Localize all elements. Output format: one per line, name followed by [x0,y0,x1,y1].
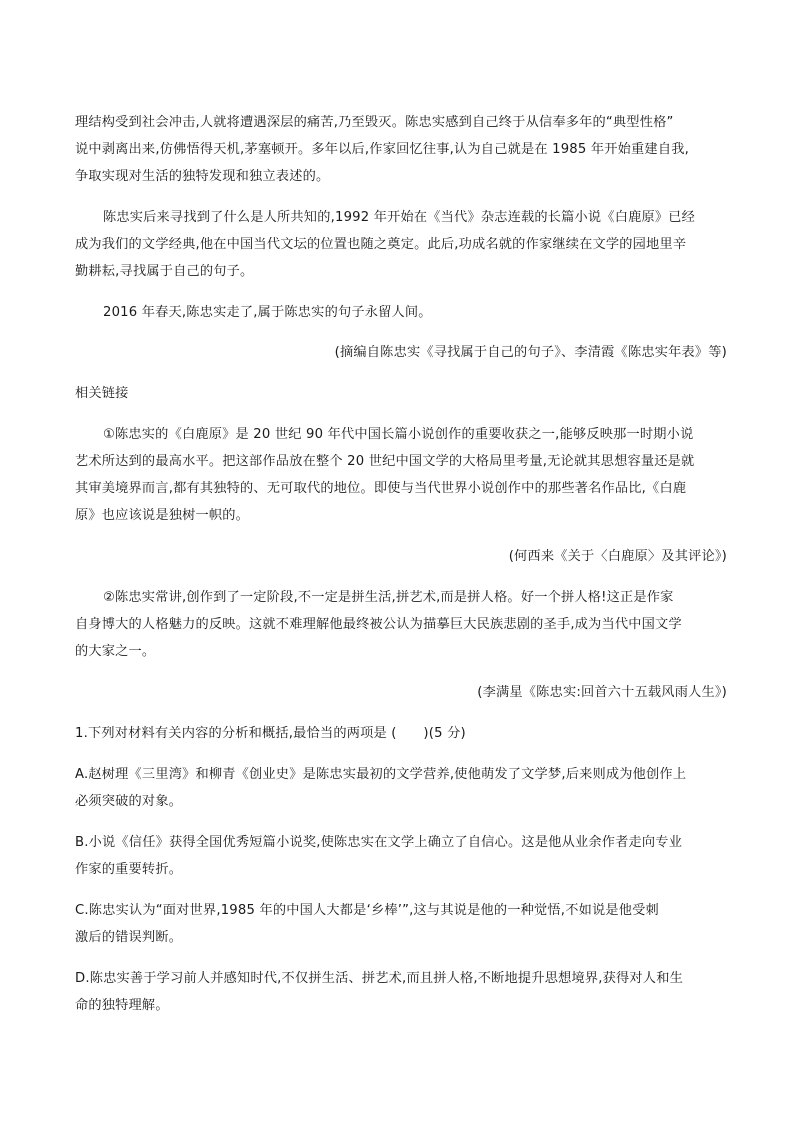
source-citation-3 [75,679,727,706]
option-b [75,829,727,883]
related-link-1 [75,421,727,529]
text-line: 争取实现对生活的独特发现和独立表述的。 [75,169,330,184]
paragraph-3 [75,299,727,326]
text-line: ①陈忠实的《白鹿原》是 20 世纪 90 年代中国长篇小说创作的重要收获之一,能够反映那一时期小说 [103,427,694,442]
text-line: 勤耕耘,寻找属于自己的句子。 [75,264,254,279]
text-line: 1.下列对材料有关内容的分析和概括,最恰当的两项是 ( )(5 分) [75,726,466,741]
text-line: C.陈忠实认为“面对世界,1985 年的中国人大都是‘乡棒’”,这与其说是他的一种觉悟,不如说是他受刺 [75,903,659,918]
text-line: (李满星《陈忠实:回首六十五载风雨人生》) [477,685,727,700]
source-citation-2 [75,543,727,570]
paragraph-1 [75,109,727,190]
text-line: 2016 年春天,陈忠实走了,属于陈忠实的句子永留人间。 [103,305,432,320]
text-line: 其审美境界而言,都有其独特的、无可取代的地位。即使与当代世界小说创作中的那些著名作品比,《白鹿 [75,481,687,496]
related-links-heading [75,380,727,407]
text-line: 原》也应该说是独树一帜的。 [75,508,250,523]
text-line: 理结构受到社会冲击,人就将遭遇深层的痛苦,乃至毁灭。陈忠实感到自己终于从信奉多年的“典型性格” [75,115,674,130]
text-line: ②陈忠实常讲,创作到了一定阶段,不一定是拼生活,拼艺术,而是拼人格。好一个拼人格!这正是作家 [103,590,674,605]
paragraph-2 [75,204,727,285]
option-a [75,761,727,815]
text-line: 艺术所达到的最高水平。把这部作品放在整个 20 世纪中国文学的大格局里考量,无论就其思想容量还是就 [75,454,695,469]
text-line: B.小说《信任》获得全国优秀短篇小说奖,使陈忠实在文学上确立了自信心。这是他从业余作者走向专业 [75,835,683,850]
text-line: D.陈忠实善于学习前人并感知时代,不仅拼生活、拼艺术,而且拼人格,不断地提升思想境界,获得对人和生 [75,971,683,986]
text-line: 相关链接 [75,386,129,401]
text-line: 说中剥离出来,仿佛悟得天机,茅塞顿开。多年以后,作家回忆往事,认为自己就是在 1985 年开始重建自我, [75,142,689,157]
related-link-2 [75,584,727,665]
source-citation-1 [75,339,727,366]
text-line: 的大家之一。 [75,644,156,659]
text-line: A.赵树理《三里湾》和柳青《创业史》是陈忠实最初的文学营养,使他萌发了文学梦,后来则成为他创作上 [75,767,687,782]
text-line: 命的独特理解。 [75,998,169,1013]
text-line: 陈忠实后来寻找到了什么是人所共知的,1992 年开始在《当代》杂志连载的长篇小说《白鹿原》已经 [103,210,696,225]
text-line: 激后的错误判断。 [75,930,183,945]
text-line: 必须突破的对象。 [75,794,183,809]
question-1 [75,720,727,747]
text-line: (摘编自陈忠实《寻找属于自己的句子》、李清霞《陈忠实年表》等) [334,345,727,360]
option-d [75,965,727,1019]
text-line: 自身博大的人格魅力的反映。这就不难理解他最终被公认为描摹巨大民族悲剧的圣手,成为当代中国文学 [75,617,682,632]
text-line: (何西来《关于〈白鹿原〉及其评论》) [508,549,727,564]
text-line: 作家的重要转折。 [75,862,183,877]
option-c [75,897,727,951]
text-line: 成为我们的文学经典,他在中国当代文坛的位置也随之奠定。此后,功成名就的作家继续在文学的园地里辛 [75,237,687,252]
